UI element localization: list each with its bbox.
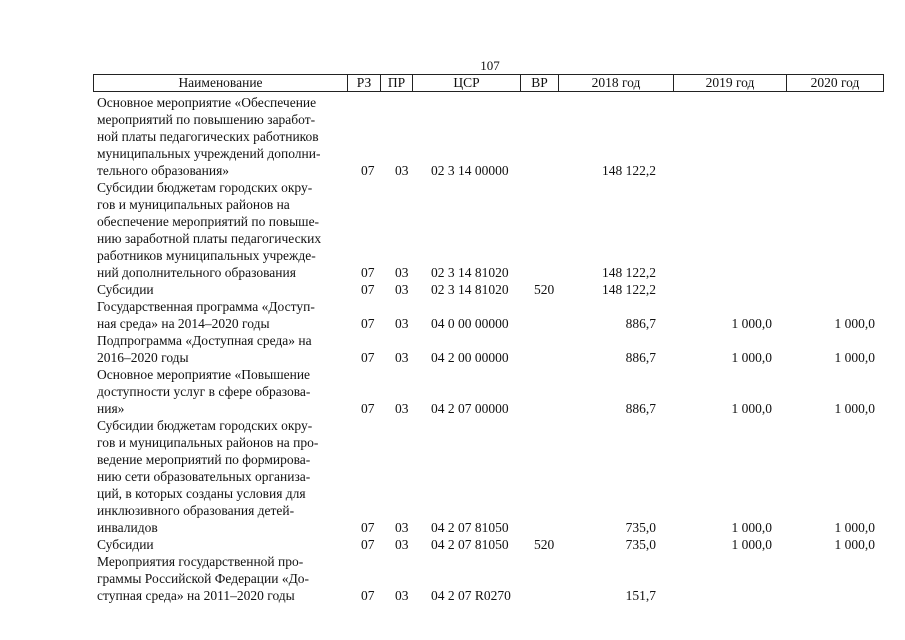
cell-2018: 148 122,2 — [602, 282, 656, 297]
cell-2019: 1 000,0 — [731, 537, 772, 552]
row-name-line: граммы Российской Федерации «До- — [97, 571, 310, 586]
cell-2018: 735,0 — [625, 520, 656, 535]
cell-rz: 07 — [361, 350, 375, 365]
cell-rz: 07 — [361, 537, 375, 552]
row-name — [97, 332, 347, 366]
row-name-line: ний дополнительного образования — [97, 265, 296, 280]
table-row — [0, 553, 905, 604]
row-name-line: Основное мероприятие «Повышение — [97, 367, 311, 382]
cell-csr: 02 3 14 81020 — [431, 282, 509, 297]
cell-2020: 1 000,0 — [834, 520, 875, 535]
cell-pr: 03 — [395, 350, 409, 365]
row-name-line: ная среда» на 2014–2020 годы — [97, 316, 270, 331]
row-name-line: ведение мероприятий по формирова- — [97, 452, 311, 467]
cell-csr: 04 2 07 R0270 — [431, 588, 511, 603]
cell-2019: 1 000,0 — [731, 520, 772, 535]
cell-rz: 07 — [361, 265, 375, 280]
cell-csr: 02 3 14 81020 — [431, 265, 509, 280]
header-2018: 2018 год — [559, 75, 674, 92]
cell-csr: 04 2 07 81050 — [431, 537, 509, 552]
table-row — [0, 536, 905, 553]
cell-2020: 1 000,0 — [834, 537, 875, 552]
row-name-line: Подпрограмма «Доступная среда» на — [97, 333, 312, 348]
cell-2018: 886,7 — [625, 401, 656, 416]
cell-2018: 886,7 — [625, 316, 656, 331]
row-name-line: инклюзивного образования детей- — [97, 503, 295, 518]
row-name-line: ной платы педагогических работников — [97, 129, 319, 144]
row-name-line: ций, в которых созданы условия для — [97, 486, 306, 501]
row-name-line: обеспечение мероприятий по повыше- — [97, 214, 320, 229]
cell-2018: 148 122,2 — [602, 265, 656, 280]
row-name-line: 2016–2020 годы — [97, 350, 189, 365]
row-name-line: мероприятий по повышению заработ- — [97, 112, 316, 127]
cell-pr: 03 — [395, 537, 409, 552]
cell-2020: 1 000,0 — [834, 401, 875, 416]
table-row — [0, 417, 905, 536]
row-name-line: Субсидии — [97, 282, 154, 297]
cell-2019: 1 000,0 — [731, 316, 772, 331]
row-name — [97, 179, 347, 281]
cell-2018: 151,7 — [625, 588, 656, 603]
cell-rz: 07 — [361, 163, 375, 178]
cell-pr: 03 — [395, 401, 409, 416]
cell-vr: 520 — [534, 282, 555, 297]
cell-2020: 1 000,0 — [834, 316, 875, 331]
row-name — [97, 298, 347, 332]
row-name-line: доступности услуг в сфере образова- — [97, 384, 311, 399]
table-header — [93, 74, 884, 92]
cell-2018: 886,7 — [625, 350, 656, 365]
table-row — [0, 281, 905, 298]
cell-csr: 04 2 07 00000 — [431, 401, 509, 416]
row-name-line: гов и муниципальных районов на про- — [97, 435, 319, 450]
cell-pr: 03 — [395, 316, 409, 331]
cell-csr: 02 3 14 00000 — [431, 163, 509, 178]
header-vr: ВР — [521, 75, 559, 92]
cell-rz: 07 — [361, 588, 375, 603]
row-name-line: Субсидии бюджетам городских окру- — [97, 180, 313, 195]
header-2020: 2020 год — [787, 75, 884, 92]
table-row — [0, 366, 905, 417]
row-name — [97, 281, 347, 298]
header-csr: ЦСР — [413, 75, 521, 92]
cell-pr: 03 — [395, 163, 409, 178]
cell-rz: 07 — [361, 520, 375, 535]
table-body — [0, 94, 905, 604]
row-name-line: нию сети образовательных организа- — [97, 469, 311, 484]
row-name-line: тельного образования» — [97, 163, 230, 178]
cell-rz: 07 — [361, 282, 375, 297]
table-row — [0, 298, 905, 332]
row-name-line: Субсидии бюджетам городских окру- — [97, 418, 313, 433]
table-row — [0, 179, 905, 281]
row-name-line: работников муниципальных учрежде- — [97, 248, 316, 263]
row-name-line: Мероприятия государственной про- — [97, 554, 304, 569]
row-name — [97, 366, 347, 417]
cell-2018: 735,0 — [625, 537, 656, 552]
cell-pr: 03 — [395, 282, 409, 297]
cell-2020: 1 000,0 — [834, 350, 875, 365]
cell-rz: 07 — [361, 401, 375, 416]
row-name — [97, 536, 347, 553]
row-name-line: Государственная программа «Доступ- — [97, 299, 315, 314]
header-pr: ПР — [381, 75, 413, 92]
row-name-line: Основное мероприятие «Обеспечение — [97, 95, 317, 110]
row-name-line: ступная среда» на 2011–2020 годы — [97, 588, 295, 603]
row-name-line: гов и муниципальных районов на — [97, 197, 290, 212]
row-name — [97, 553, 347, 604]
header-2019: 2019 год — [674, 75, 787, 92]
header-name: Наименование — [94, 75, 348, 92]
cell-2019: 1 000,0 — [731, 401, 772, 416]
row-name — [97, 417, 347, 536]
row-name-line: нию заработной платы педагогических — [97, 231, 322, 246]
cell-vr: 520 — [534, 537, 555, 552]
cell-csr: 04 2 00 00000 — [431, 350, 509, 365]
cell-2018: 148 122,2 — [602, 163, 656, 178]
page-number: 107 — [480, 58, 500, 73]
table-row — [0, 94, 905, 179]
row-name-line: инвалидов — [97, 520, 158, 535]
cell-csr: 04 2 07 81050 — [431, 520, 509, 535]
header-rz: РЗ — [348, 75, 381, 92]
cell-pr: 03 — [395, 588, 409, 603]
cell-rz: 07 — [361, 316, 375, 331]
cell-pr: 03 — [395, 520, 409, 535]
row-name — [97, 94, 347, 179]
cell-2019: 1 000,0 — [731, 350, 772, 365]
cell-pr: 03 — [395, 265, 409, 280]
cell-csr: 04 0 00 00000 — [431, 316, 509, 331]
row-name-line: Субсидии — [97, 537, 154, 552]
row-name-line: ния» — [97, 401, 125, 416]
table-row — [0, 332, 905, 366]
row-name-line: муниципальных учреждений дополни- — [97, 146, 321, 161]
